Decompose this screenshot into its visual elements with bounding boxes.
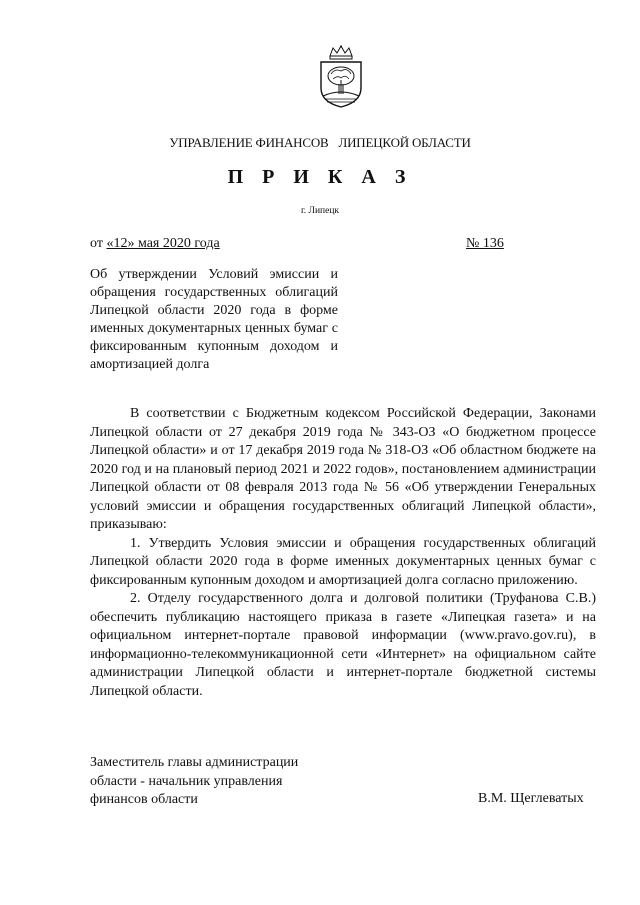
organization-name: [0, 135, 640, 151]
document-body: [90, 405, 596, 701]
city-label: г. Липецк: [300, 206, 340, 216]
org-name-part2: ЛИПЕЦКОЙ ОБЛАСТИ: [338, 135, 471, 150]
date-value: «12» мая 2020 года: [106, 236, 220, 251]
body-paragraph-preamble: В соответствии с Бюджетным кодексом Российской Федерации, Законами Липецкой области от 27 декабря 2019 года № 343-ОЗ «О бюджетном процессе Липецкой области» и от 17 декабря 2019 года № 318-ОЗ «Об областном бюджете на 2020 год и на плановый период 2021 и 2022 годов», постановлением администрации Липецкой области от 08 февраля 2013 года № 56 «Об утверждении Генеральных условий эмиссии и обращения государственных облигаций Липецкой области», приказываю:: [90, 406, 596, 532]
order-number: № 136: [466, 236, 504, 251]
order-subject: Об утверждении Условий эмиссии и обращения государственных облигаций Липецкой области 2020 года в форме именных документарных ценных бумаг с фиксированным купонным доходом и амортизацией долга: [90, 267, 338, 372]
signatory-position-line1: Заместитель главы администрации: [90, 755, 299, 770]
order-date: [90, 236, 220, 252]
body-paragraph-item-2: 2. Отделу государственного долга и долговой политики (Труфанова С.В.) обеспечить публикацию настоящего приказа в газете «Липецкая газета» и на официальном интернет-портале правовой информации (www.pravo.gov.ru), в информационно-телекоммуникационной сети «Интернет» на официальном сайте администрации Липецкой области и интернет-портале бюджетной системы Липецкой области.: [90, 591, 596, 699]
date-prefix: от: [90, 236, 103, 251]
signatory-position-line3: финансов области: [90, 792, 198, 807]
signatory-position-line2: области - начальник управления: [90, 773, 283, 789]
body-paragraph-item-1: 1. Утвердить Условия эмиссии и обращения государственных облигаций Липецкой области 2020 года в форме именных документарных ценных бумаг с фиксированным купонным доходом и амортизацией долга согласно приложению.: [90, 535, 596, 588]
org-name-part1: УПРАВЛЕНИЕ ФИНАНСОВ: [169, 135, 329, 150]
document-title: П Р И К А З: [227, 166, 413, 188]
signatory-name: В.М. Щеглеватых: [478, 791, 584, 806]
coat-of-arms-icon: [317, 44, 365, 108]
